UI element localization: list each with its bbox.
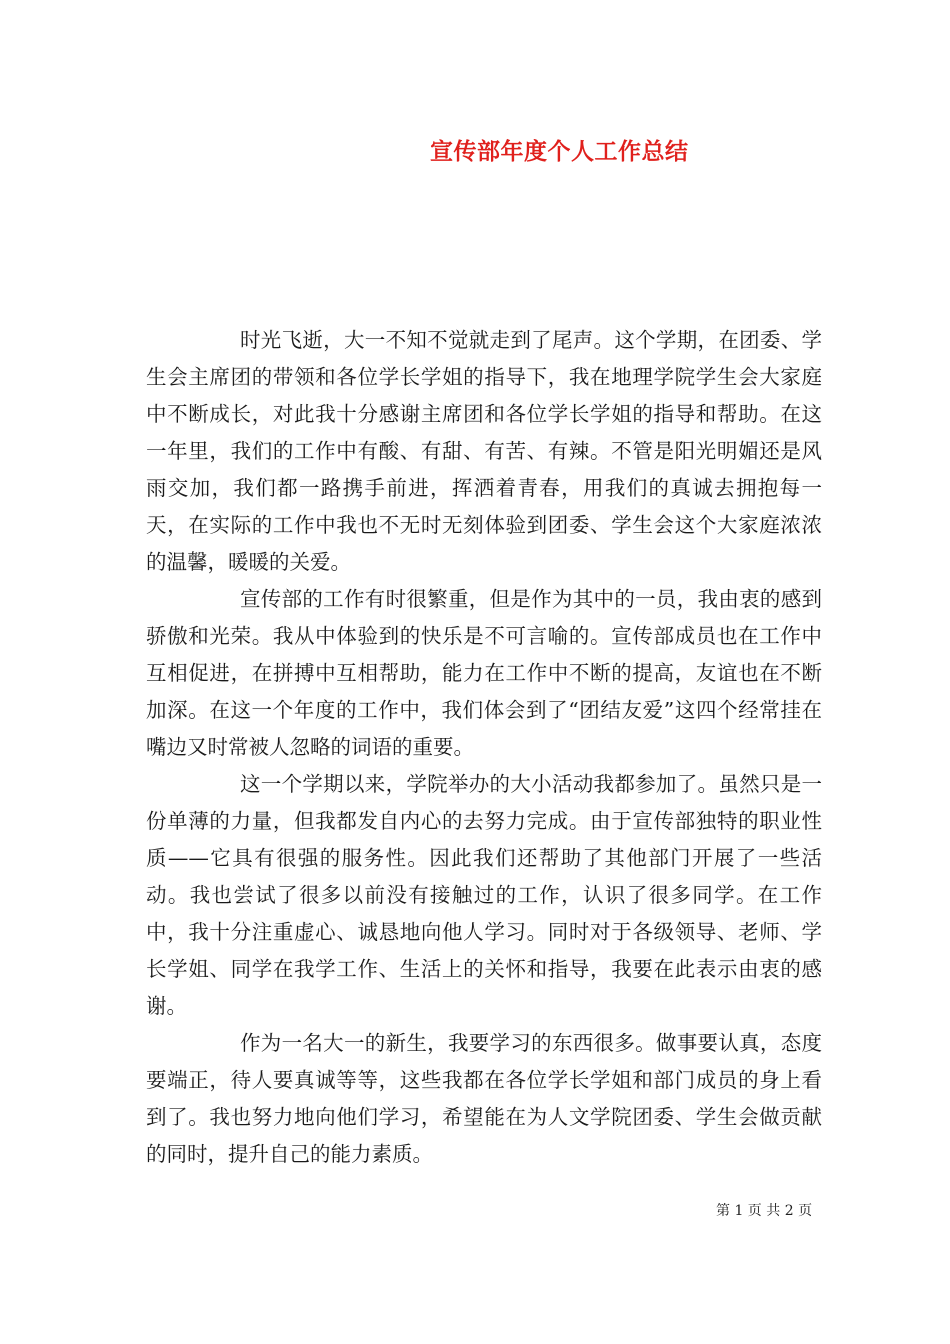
page-number-footer: 第 1 页 共 2 页 <box>716 1203 813 1219</box>
document-body <box>146 322 822 1173</box>
paragraph-2: 宣传部的工作有时很繁重，但是作为其中的一员，我由衷的感到骄傲和光荣。我从中体验到的快乐是不可言喻的。宣传部成员也在工作中互相促进，在拼搏中互相帮助，能力在工作中不断的提高，友谊也在不断加深。在这一个年度的工作中，我们体会到了“团结友爱”这四个经常挂在嘴边又时常被人忽略的词语的重要。 <box>146 587 822 759</box>
paragraph-4: 作为一名大一的新生，我要学习的东西很多。做事要认真，态度要端正，待人要真诚等等，这些我都在各位学长学姐和部门成员的身上看到了。我也努力地向他们学习，希望能在为人文学院团委、学生会做贡献的同时，提升自己的能力素质。 <box>146 1031 822 1166</box>
paragraph-1: 时光飞逝，大一不知不觉就走到了尾声。这个学期，在团委、学生会主席团的带领和各位学长学姐的指导下，我在地理学院学生会大家庭中不断成长，对此我十分感谢主席团和各位学长学姐的指导和帮助。在这一年里，我们的工作中有酸、有甜、有苦、有辣。不管是阳光明媚还是风雨交加，我们都一路携手前进，挥洒着青春，用我们的真诚去拥抱每一天，在实际的工作中我也不无时无刻体验到团委、学生会这个大家庭浓浓的温馨，暖暖的关爱。 <box>146 328 822 574</box>
paragraph-3: 这一个学期以来，学院举办的大小活动我都参加了。虽然只是一份单薄的力量，但我都发自内心的去努力完成。由于宣传部独特的职业性质——它具有很强的服务性。因此我们还帮助了其他部门开展了一些活动。我也尝试了很多以前没有接触过的工作，认识了很多同学。在工作中，我十分注重虚心、诚恳地向他人学习。同时对于各级领导、老师、学长学姐、同学在我学工作、生活上的关怀和指导，我要在此表示由衷的感谢。 <box>146 772 822 1018</box>
document-title: 宣传部年度个人工作总结 <box>430 138 689 165</box>
